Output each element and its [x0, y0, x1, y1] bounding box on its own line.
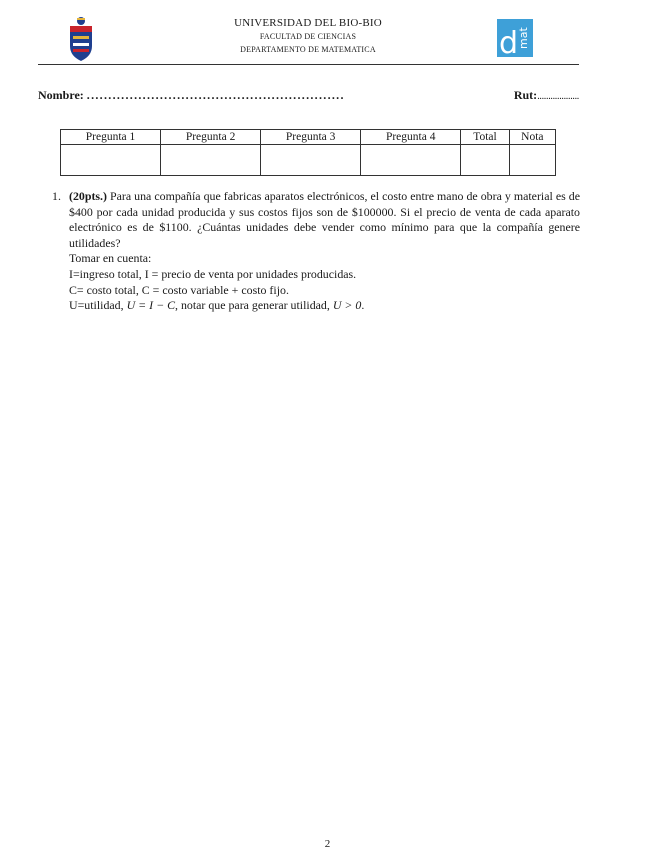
score-cell-pregunta-4[interactable] — [361, 145, 461, 176]
svg-text:mat: mat — [517, 27, 530, 49]
university-name: UNIVERSIDAD DEL BIO-BIO — [234, 17, 382, 29]
utility-end: . — [361, 298, 365, 313]
svg-text:d: d — [499, 26, 519, 57]
header-text — [178, 16, 438, 56]
grade-table-header-row — [61, 130, 556, 145]
header-divider — [38, 64, 579, 65]
consider-label: Tomar en cuenta: — [69, 251, 152, 266]
department-name: DEPARTAMENTO DE MATEMATICA — [240, 45, 376, 54]
score-cell-pregunta-2[interactable] — [161, 145, 261, 176]
page-number: 2 — [324, 838, 331, 850]
header-pregunta-2: Pregunta 2 — [161, 130, 261, 145]
header-total: Total — [461, 130, 509, 145]
problem-number: 1. — [52, 189, 61, 203]
header-pregunta-4: Pregunta 4 — [361, 130, 461, 145]
dmat-logo-icon — [497, 19, 533, 57]
name-field[interactable]: ............................................................ — [86, 88, 345, 102]
grade-table-score-row — [61, 145, 556, 176]
header-pregunta-3: Pregunta 3 — [261, 130, 361, 145]
problem-statement-text: Para una compañía que fabricas aparatos electrónicos, el costo entre mano de obra y material es de $400 por cada unidad producida y sus costos fijos son de $100000. Si el precio de venta de cada aparato electrónico es de $1100. ¿Cuántas unidades debe vender como mínimo para que la compañía genere utilidades? — [69, 189, 580, 250]
score-cell-nota[interactable] — [509, 145, 555, 176]
problem-statement — [69, 189, 580, 251]
page-header — [38, 14, 579, 64]
utility-definition — [69, 298, 580, 314]
problem-1 — [52, 189, 580, 314]
university-crest-icon — [68, 16, 94, 62]
grade-table — [60, 129, 556, 176]
problem-points: (20pts.) — [69, 189, 107, 203]
score-cell-total[interactable] — [461, 145, 509, 176]
income-definition: I=ingreso total, I = precio de venta por unidades producidas. — [69, 266, 357, 281]
score-cell-pregunta-3[interactable] — [261, 145, 361, 176]
rut-group — [514, 88, 579, 103]
utility-formula: U = I − C — [126, 298, 175, 313]
score-cell-pregunta-1[interactable] — [61, 145, 161, 176]
name-label: Nombre: — [38, 88, 84, 102]
header-pregunta-1: Pregunta 1 — [61, 130, 161, 145]
header-nota: Nota — [509, 130, 555, 145]
rut-field[interactable]: ................... — [537, 91, 579, 102]
utility-prefix: U=utilidad, — [69, 298, 127, 313]
rut-label: Rut: — [513, 88, 538, 102]
utility-condition: U > 0 — [332, 298, 362, 313]
student-info-line — [38, 88, 579, 103]
problem-body — [69, 189, 580, 314]
utility-middle: , notar que para generar utilidad, — [175, 298, 333, 313]
cost-definition: C= costo total, C = costo variable + costo fijo. — [69, 282, 289, 297]
faculty-name: FACULTAD DE CIENCIAS — [259, 32, 357, 41]
